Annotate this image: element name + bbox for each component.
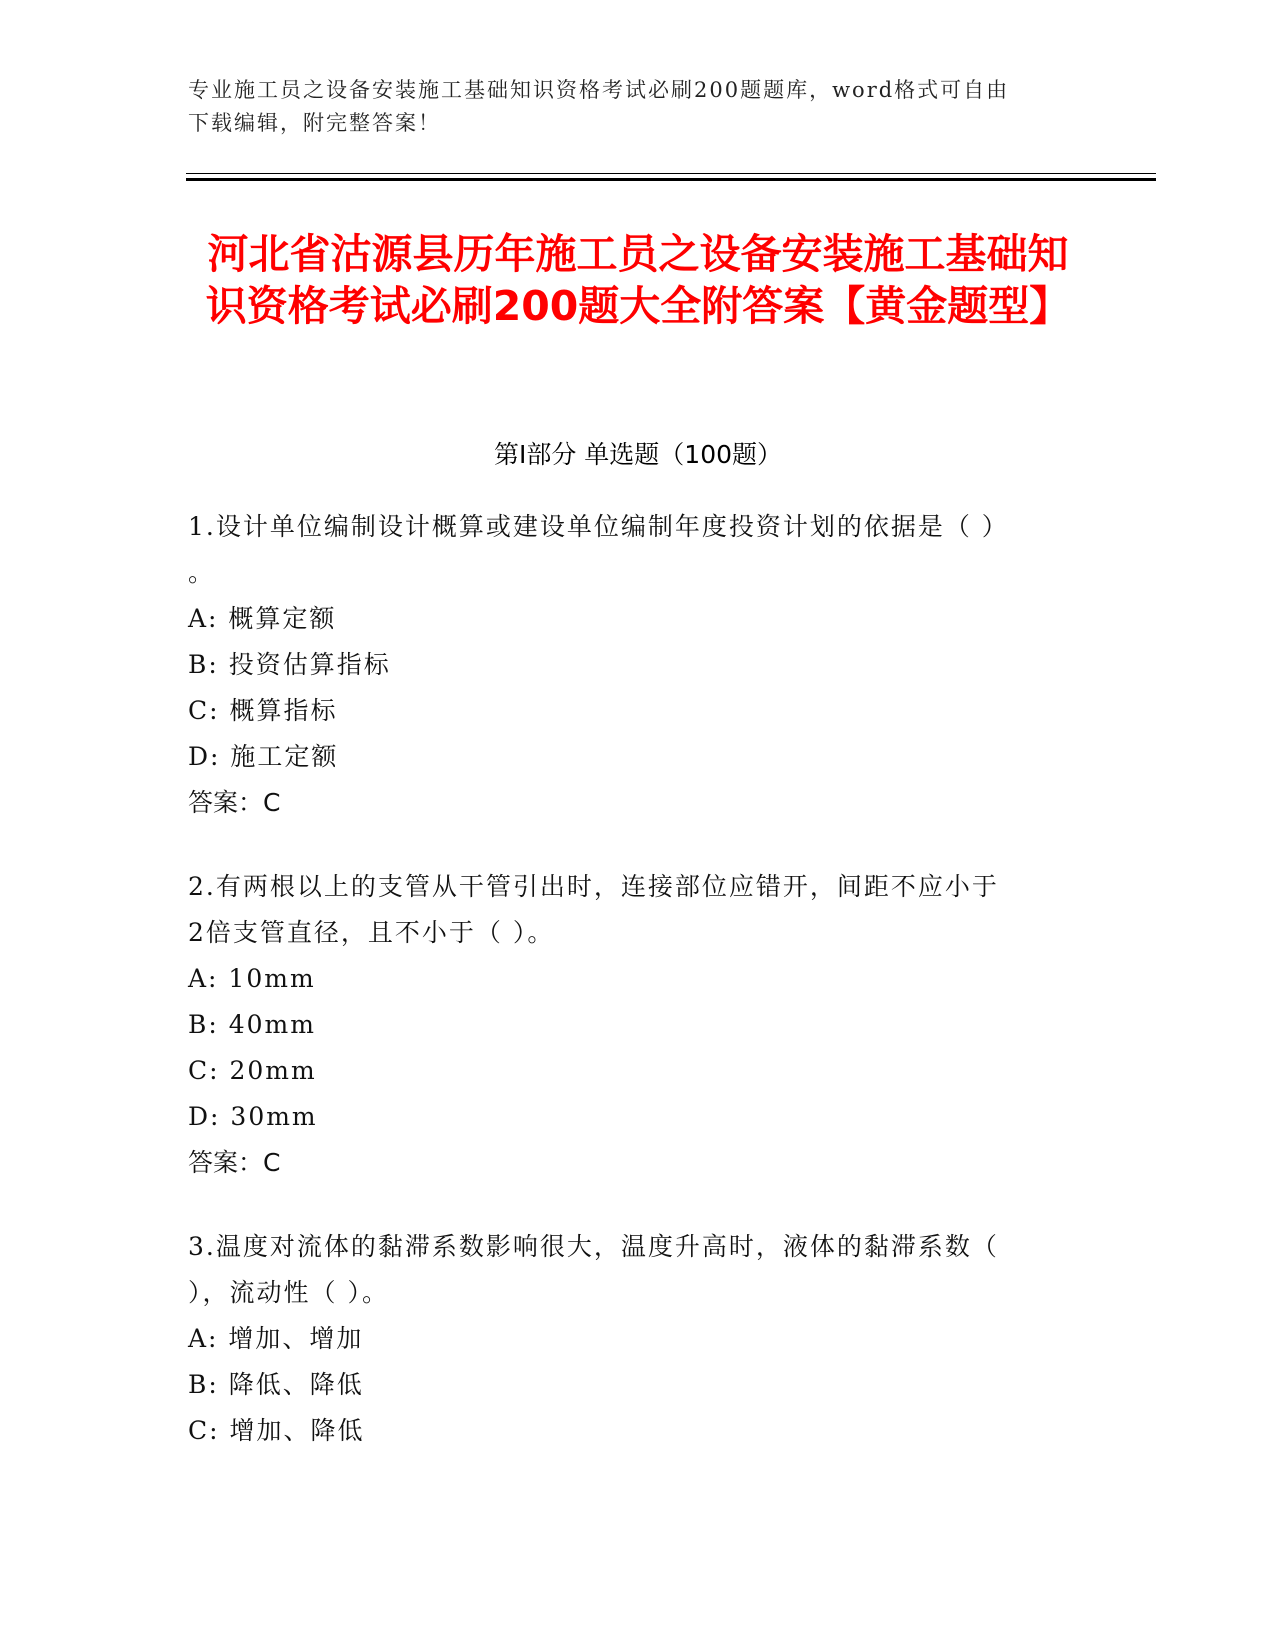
option-c: C: 概算指标: [188, 696, 338, 725]
question-1: [188, 504, 1078, 826]
question-stem: 1.设计单位编制设计概算或建设单位编制年度投资计划的依据是（ ） 。: [188, 512, 1009, 587]
answer-label: 答案：C: [188, 788, 281, 817]
question-2: [188, 864, 1078, 1186]
option-b: B: 投资估算指标: [188, 650, 391, 679]
option-c: C: 20mm: [188, 1056, 317, 1085]
section-heading: 第Ⅰ部分 单选题（100题）: [493, 440, 783, 469]
option-a: A: 10mm: [188, 964, 316, 993]
option-d: D: 施工定额: [188, 742, 339, 771]
question-3: [188, 1224, 1078, 1454]
option-d: D: 30mm: [188, 1102, 318, 1131]
question-stem: 2.有两根以上的支管从干管引出时，连接部位应错开，间距不应小于 2倍支管直径，且不小于（ ）。: [188, 872, 999, 947]
option-a: A: 概算定额: [188, 604, 337, 633]
document-title: 河北省沽源县历年施工员之设备安装施工基础知识资格考试必刷200题大全附答案【黄金题型】: [205, 230, 1071, 330]
question-stem: 3.温度对流体的黏滞系数影响很大，温度升高时，液体的黏滞系数（ ），流动性（ ）。: [188, 1232, 999, 1307]
header-divider-thick: [186, 178, 1156, 181]
option-b: B: 40mm: [188, 1010, 316, 1039]
header-divider-thin: [186, 173, 1156, 174]
option-a: A: 增加、增加: [188, 1324, 364, 1353]
answer-label: 答案：C: [188, 1148, 281, 1177]
header-note: 专业施工员之设备安装施工基础知识资格考试必刷200题题库，word格式可自由 下载编辑，附完整答案！: [188, 78, 1010, 135]
option-c: C: 增加、降低: [188, 1416, 365, 1445]
option-b: B: 降低、降低: [188, 1370, 364, 1399]
